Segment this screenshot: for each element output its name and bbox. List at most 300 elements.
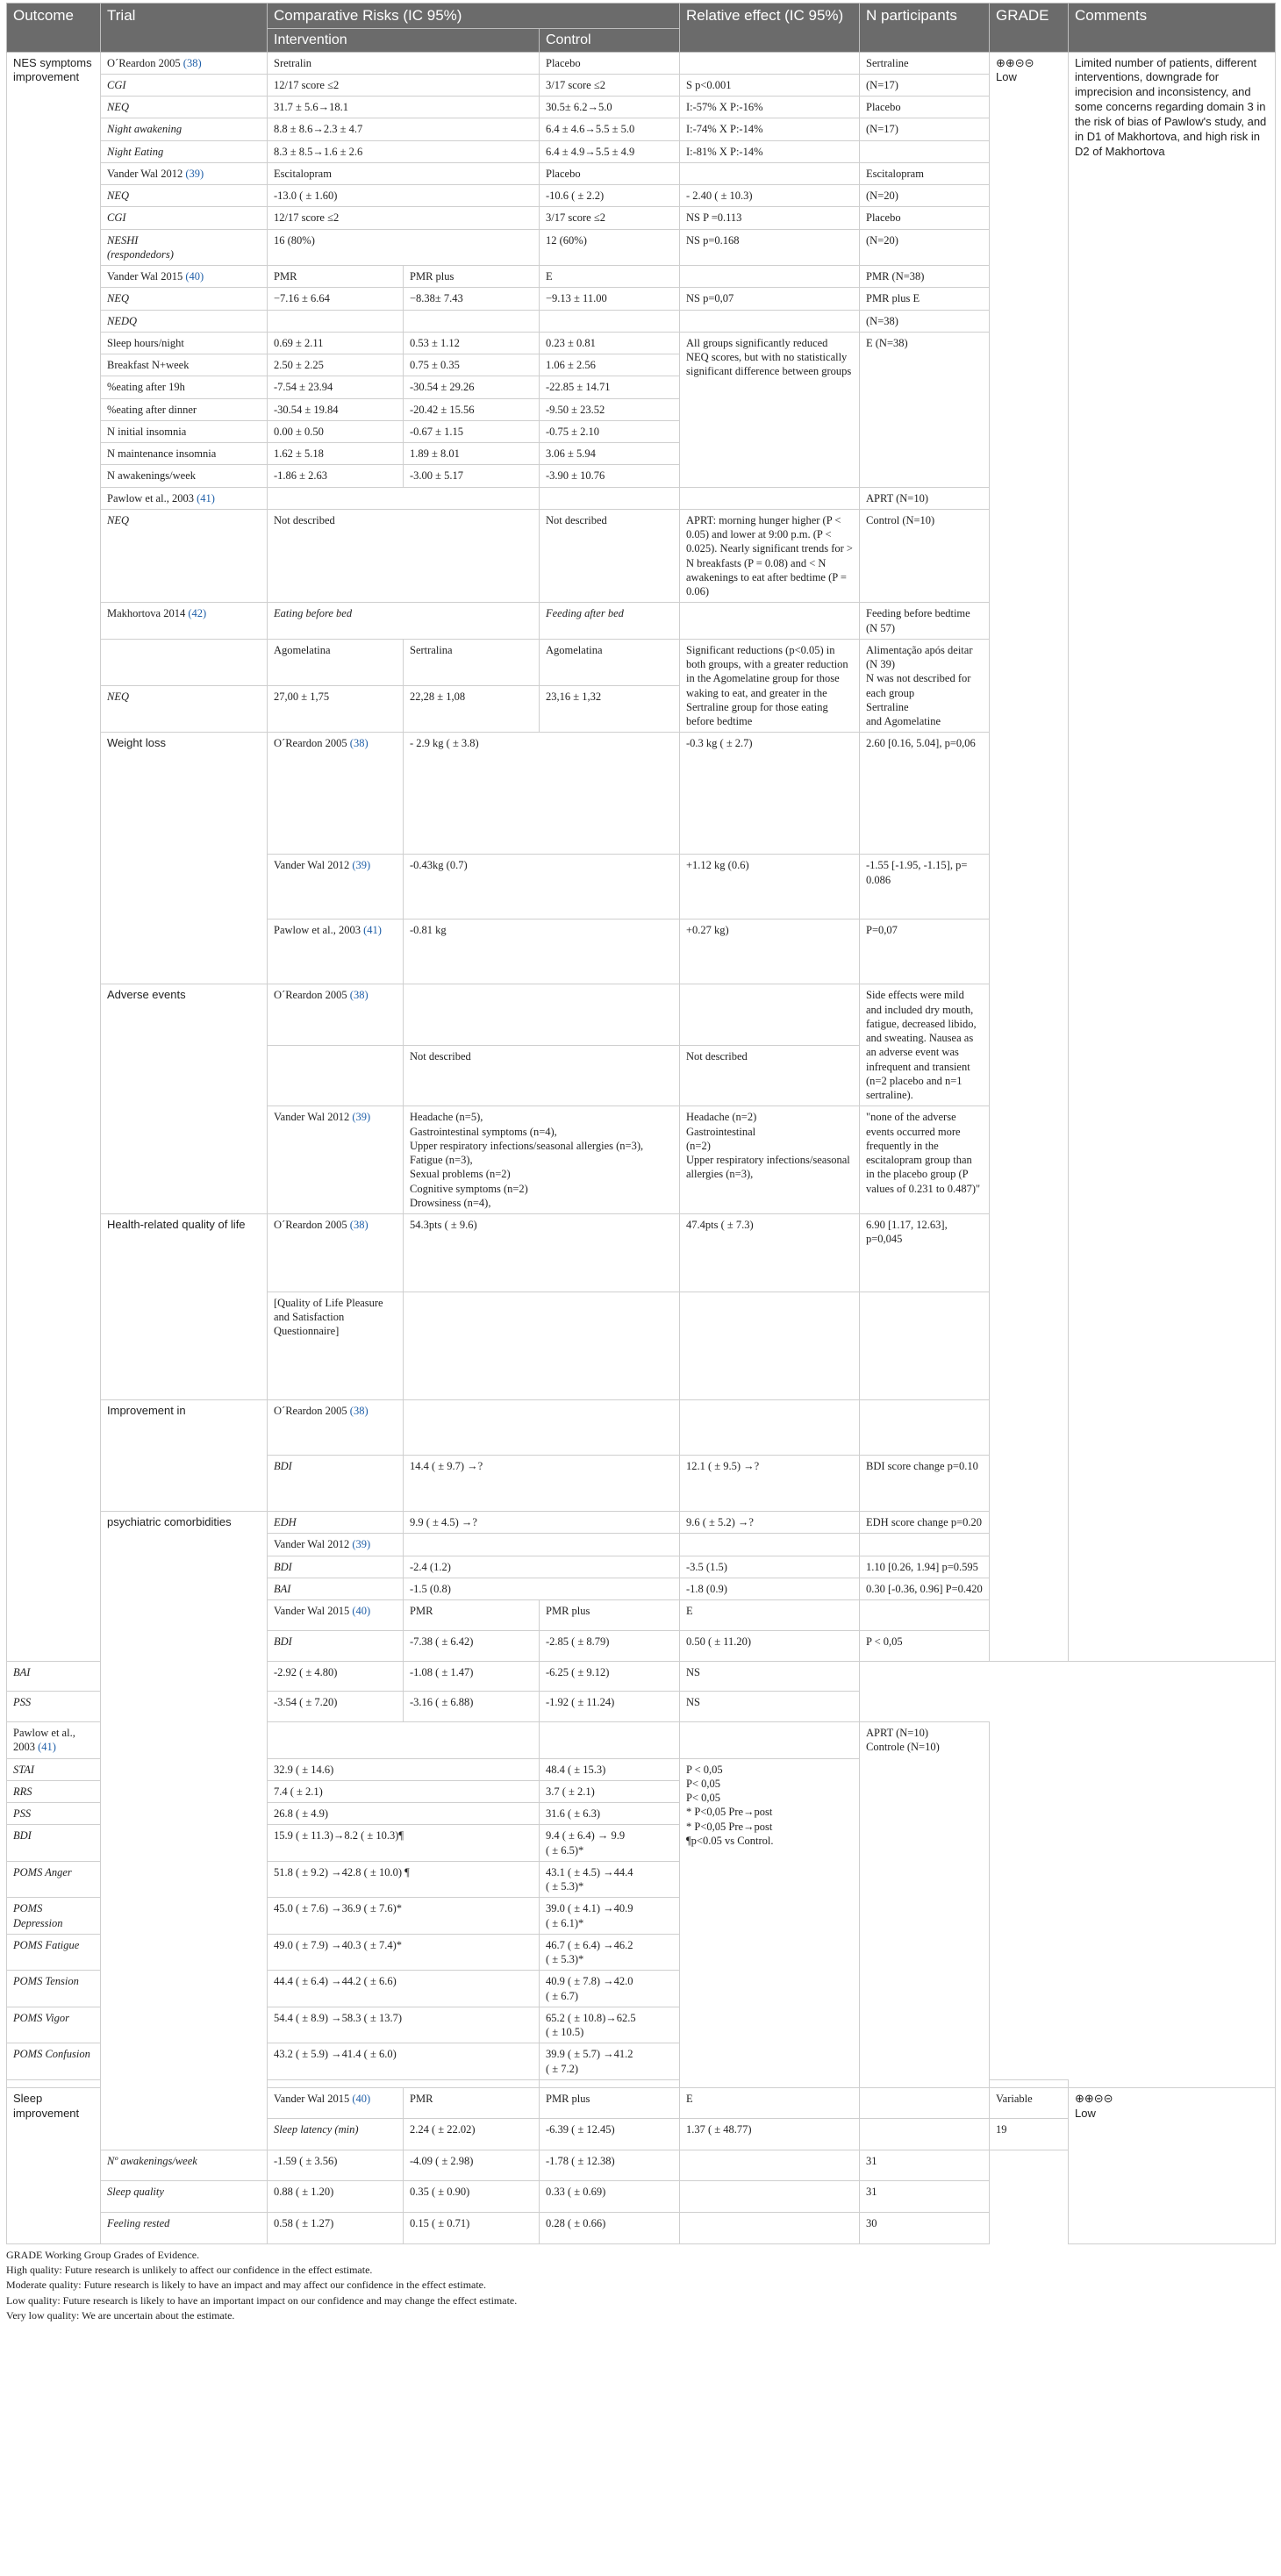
participants-value: (N=38) [866, 314, 898, 327]
intervention-2-value: -4.09 ( ± 2.98) [410, 2154, 474, 2167]
trial-label: NEQ [107, 513, 129, 526]
trial-cell [268, 1106, 404, 1214]
participants-cell [860, 74, 990, 96]
trial-label: Makhortova 2014 [107, 607, 186, 620]
relative-effect-cell [680, 1661, 860, 1692]
trial-cell [268, 1399, 404, 1456]
relative-effect-cell [680, 509, 860, 603]
control-cell [540, 443, 680, 465]
participants-value: PMR plus E [866, 292, 920, 305]
trial-cell [101, 97, 268, 118]
citation-link[interactable]: (39) [185, 167, 204, 180]
participants-value: E (N=38) [866, 336, 908, 349]
control-cell [540, 1803, 680, 1825]
trial-label: BDI [274, 1635, 292, 1648]
relative-effect-cell [680, 1758, 860, 2087]
trial-cell [268, 984, 404, 1046]
control-value: +0.27 kg) [686, 924, 729, 937]
intervention-cell [404, 1556, 680, 1578]
control-cell [540, 1692, 680, 1722]
control-value: Not described [546, 513, 607, 526]
participants-value: (N=17) [866, 123, 898, 136]
relative-effect-value: - 2.40 ( ± 10.3) [686, 190, 753, 203]
relative-effect-cell [680, 603, 860, 640]
control-value: -3.90 ± 10.76 [546, 469, 605, 483]
intervention-cell [268, 465, 404, 487]
participants-cell [990, 2087, 1069, 2119]
trial-cell [101, 420, 268, 442]
citation-link[interactable]: (40) [352, 2092, 371, 2105]
outcome-cell [7, 2087, 101, 2243]
intervention-cell [404, 1512, 680, 1534]
footnote-line: High quality: Future research is unlikely to affect our confidence in the effect estimate. [6, 2264, 373, 2277]
participants-cell [860, 266, 990, 288]
participants-cell [860, 229, 990, 266]
participants-cell [860, 140, 990, 162]
relative-effect-cell [680, 487, 860, 509]
trial-cell [101, 487, 268, 509]
control-cell [540, 2043, 680, 2080]
control-cell [540, 207, 680, 229]
control-value: 1.37 ( ± 48.77) [686, 2123, 752, 2136]
relative-effect-value: NS [686, 1665, 700, 1678]
intervention-value: 27,00 ± 1,75 [274, 691, 330, 704]
relative-effect-cell [860, 733, 990, 855]
citation-link[interactable]: (41) [197, 491, 215, 504]
relative-effect-value: -1.55 [-1.95, -1.15], p= 0.086 [866, 859, 968, 886]
control-cell [540, 162, 680, 184]
grade-cell [1069, 2087, 1276, 2243]
control-cell [680, 2119, 860, 2150]
participants-value: APRT (N=10) Controle (N=10) [866, 1727, 940, 1754]
trial-cell [7, 1971, 101, 2007]
control-value: -3.5 (1.5) [686, 1560, 727, 1573]
trial-label: O´Reardon 2005 [274, 989, 347, 1002]
participants-value: (N=20) [866, 190, 898, 203]
participants-cell [860, 2150, 990, 2181]
citation-link[interactable]: (40) [352, 1605, 371, 1617]
relative-effect-cell [680, 310, 860, 332]
trial-label: Nº awakenings/week [107, 2154, 197, 2167]
control-cell [540, 310, 680, 332]
footnote-line: GRADE Working Group Grades of Evidence. [6, 2248, 200, 2261]
trial-label: NEQ [107, 292, 129, 305]
intervention-value: 14.4 ( ± 9.7) →? [410, 1460, 483, 1473]
control-value: E [686, 2092, 693, 2105]
relative-effect-cell [680, 2181, 860, 2213]
trial-cell [101, 162, 268, 184]
citation-link[interactable]: (38) [349, 989, 369, 1002]
trial-label: POMS Tension [13, 1975, 79, 1988]
control-value: 65.2 ( ± 10.8)→62.5 ( ± 10.5) [546, 2011, 636, 2038]
grade-evidence-table-container [6, 3, 1275, 2324]
trial-cell [7, 2079, 101, 2087]
intervention-cell [268, 332, 404, 354]
trial-label: CGI [107, 211, 126, 225]
intervention-value: 0.00 ± 0.50 [274, 425, 324, 438]
intervention-value: Not described [274, 513, 335, 526]
trial-label: BAI [274, 1582, 291, 1595]
citation-link[interactable]: (38) [349, 1219, 369, 1232]
trial-cell [101, 639, 268, 685]
relative-effect-cell [860, 1578, 990, 1599]
relative-effect-value: 0.30 [-0.36, 0.96] P=0.420 [866, 1582, 983, 1595]
intervention-cell [268, 1971, 540, 2007]
intervention-2-cell [404, 465, 540, 487]
citation-link[interactable]: (39) [352, 1538, 371, 1551]
intervention-value: -2.92 ( ± 4.80) [274, 1665, 338, 1678]
relative-effect-cell [680, 52, 860, 74]
control-cell [540, 288, 680, 310]
relative-effect-cell [680, 266, 860, 288]
intervention-2-value: PMR plus [546, 2092, 590, 2105]
relative-effect-cell [680, 74, 860, 96]
trial-cell [101, 509, 268, 603]
relative-effect-value: Side effects were mild and included dry mouth, fatigue, decreased libido, and sweating. Nausea as an adverse event was infrequent and transient (n=2 placebo and n=1 sertraline). [866, 989, 977, 1102]
intervention-cell [268, 207, 540, 229]
relative-effect-cell [860, 2087, 990, 2119]
intervention-cell [404, 2087, 540, 2119]
comments-cell [1069, 52, 1276, 1661]
trial-cell [268, 1512, 404, 1534]
intervention-cell [268, 1661, 404, 1692]
trial-label: Night awakening [107, 123, 182, 136]
control-value: -22.85 ± 14.71 [546, 381, 611, 394]
intervention-cell [268, 603, 540, 640]
participants-cell [860, 2213, 990, 2244]
participants-cell [860, 118, 990, 140]
relative-effect-cell [860, 1600, 990, 1631]
intervention-2-value: −8.38± 7.43 [410, 292, 463, 305]
control-value: -6.25 ( ± 9.12) [546, 1665, 610, 1678]
intervention-cell [268, 2079, 540, 2087]
participants-value: (N=17) [866, 78, 898, 91]
intervention-value: PMR [410, 1605, 433, 1617]
intervention-value: PMR [274, 270, 297, 283]
intervention-2-cell [404, 443, 540, 465]
trial-label: NEDQ [107, 314, 138, 327]
participants-cell [860, 162, 990, 184]
intervention-value: 51.8 ( ± 9.2) →42.8 ( ± 10.0) ¶ [274, 1865, 410, 1878]
trial-cell [101, 266, 268, 288]
intervention-2-value: 1.89 ± 8.01 [410, 447, 460, 461]
intervention-value: 45.0 ( ± 7.6) →36.9 ( ± 7.6)* [274, 1902, 402, 1915]
control-value: 6.4 ± 4.6→5.5 ± 5.0 [546, 123, 635, 136]
citation-link[interactable]: (38) [349, 737, 369, 750]
control-cell [540, 686, 680, 733]
control-cell [680, 855, 860, 919]
intervention-value: 31.7 ± 5.6→18.1 [274, 101, 348, 114]
relative-effect-cell [680, 639, 860, 733]
trial-label: POMS Anger [13, 1865, 72, 1878]
header-comments: Comments [1069, 4, 1276, 53]
relative-effect-cell [860, 1214, 990, 1292]
trial-label: CGI [107, 78, 126, 91]
control-value: 0.23 ± 0.81 [546, 336, 596, 349]
participants-value: 19 [996, 2123, 1007, 2136]
trial-label: NESHI (respondedors) [107, 233, 174, 261]
intervention-2-value: PMR plus [410, 270, 454, 283]
intervention-cell [268, 1722, 540, 1759]
control-value: -0.75 ± 2.10 [546, 425, 600, 438]
participants-cell [860, 288, 990, 310]
relative-effect-value: All groups significantly reduced NEQ scores, but with no statistically significant difference between groups [686, 336, 852, 378]
trial-label: POMS Depression [13, 1902, 63, 1929]
trial-cell [7, 1803, 101, 1825]
trial-cell [101, 288, 268, 310]
intervention-2-value: PMR plus [546, 1605, 590, 1617]
trial-label: POMS Fatigue [13, 1938, 80, 1951]
control-cell [680, 1106, 860, 1214]
intervention-2-cell [540, 2087, 680, 2119]
intervention-cell [268, 509, 540, 603]
participants-value: Control (N=10) [866, 513, 935, 526]
intervention-value: -13.0 ( ± 1.60) [274, 190, 338, 203]
trial-cell [101, 2213, 268, 2244]
trial-cell [7, 1780, 101, 1802]
intervention-cell [404, 1600, 540, 1631]
intervention-value: -0.43kg (0.7) [410, 859, 468, 872]
relative-effect-cell [680, 288, 860, 310]
trial-cell [268, 2087, 404, 2119]
relative-effect-cell [860, 1556, 990, 1578]
trial-cell [7, 2007, 101, 2043]
trial-cell [101, 465, 268, 487]
citation-link[interactable]: (39) [352, 1111, 371, 1124]
intervention-cell [404, 1045, 680, 1106]
control-cell [540, 229, 680, 266]
intervention-cell [268, 118, 540, 140]
control-cell [540, 2079, 680, 2087]
control-value: 6.4 ± 4.9→5.5 ± 4.9 [546, 145, 635, 158]
outcome-label: Sleep improvement [13, 2091, 80, 2120]
relative-effect-value: 2.60 [0.16, 5.04], p=0,06 [866, 737, 976, 750]
trial-cell [7, 1661, 101, 1692]
intervention-value: 0.58 ( ± 1.27) [274, 2217, 334, 2230]
trial-label: O´Reardon 2005 [274, 1404, 347, 1417]
intervention-cell [268, 162, 540, 184]
trial-label: NEQ [107, 101, 129, 114]
control-value: 23,16 ± 1,32 [546, 691, 602, 704]
intervention-value: −7.16 ± 6.64 [274, 292, 330, 305]
participants-value: APRT (N=10) [866, 491, 929, 504]
relative-effect-value: BDI score change p=0.10 [866, 1460, 978, 1473]
control-cell [680, 1292, 860, 1399]
intervention-value: Agomelatina [274, 643, 331, 656]
intervention-value: PMR [410, 2092, 433, 2105]
trial-label: Vander Wal 2012 [274, 1111, 350, 1124]
participants-cell [860, 332, 990, 487]
control-value: 12 (60%) [546, 233, 587, 247]
trial-label: BDI [13, 1829, 32, 1843]
control-value: 30.5± 6.2→5.0 [546, 101, 612, 114]
control-value: -10.6 ( ± 2.2) [546, 190, 605, 203]
table-header [7, 4, 1276, 53]
control-cell [680, 1556, 860, 1578]
control-cell [540, 185, 680, 207]
intervention-cell [268, 2213, 404, 2244]
participants-value: PMR (N=38) [866, 270, 925, 283]
relative-effect-cell [680, 332, 860, 487]
trial-cell [268, 1045, 404, 1106]
intervention-cell [268, 1692, 404, 1722]
intervention-cell [404, 1578, 680, 1599]
intervention-cell [404, 1534, 680, 1556]
control-cell [680, 1456, 860, 1512]
control-value: 3/17 score ≤2 [546, 78, 605, 91]
intervention-cell [268, 288, 404, 310]
intervention-value: 54.4 ( ± 8.9) →58.3 ( ± 13.7) [274, 2011, 402, 2024]
intervention-cell [268, 487, 540, 509]
trial-cell [101, 603, 268, 640]
trial-label: POMS Vigor [13, 2011, 69, 2024]
trial-label: N awakenings/week [107, 469, 197, 483]
relative-effect-value: EDH score change p=0.20 [866, 1516, 983, 1528]
outcome-label: Weight loss [107, 736, 166, 750]
control-value: 3.06 ± 5.94 [546, 447, 596, 461]
trial-cell [268, 1556, 404, 1578]
trial-cell [101, 686, 268, 733]
intervention-value: 32.9 ( ± 14.6) [274, 1763, 334, 1776]
trial-label: Sleep quality [107, 2186, 164, 2199]
intervention-cell [268, 1780, 540, 1802]
outcome-label: Adverse events [107, 988, 186, 1002]
intervention-2-cell [404, 354, 540, 376]
intervention-value: -0.81 kg [410, 924, 447, 937]
relative-effect-cell [860, 1292, 990, 1399]
intervention-2-cell [404, 2150, 540, 2181]
participants-value: (N=20) [866, 233, 898, 247]
intervention-cell [404, 2119, 540, 2150]
header-comparative-risks: Comparative Risks (IC 95%) [268, 4, 680, 29]
control-cell [540, 52, 680, 74]
control-cell [540, 1934, 680, 1971]
trial-cell [101, 118, 268, 140]
control-value: Not described [686, 1049, 748, 1063]
control-cell [540, 1861, 680, 1898]
relative-effect-cell [680, 140, 860, 162]
control-value: 46.7 ( ± 6.4) →46.2 ( ± 5.3)* [546, 1938, 633, 1965]
trial-label: Vander Wal 2015 [274, 1605, 350, 1617]
control-cell [680, 2087, 860, 2119]
trial-cell [101, 140, 268, 162]
intervention-value: 0.88 ( ± 1.20) [274, 2186, 334, 2199]
control-cell [680, 1534, 860, 1556]
citation-link[interactable]: (41) [38, 1741, 56, 1754]
control-value: 1.06 ± 2.56 [546, 359, 596, 372]
participants-cell [860, 2181, 990, 2213]
intervention-2-cell [540, 1600, 680, 1631]
table-body [7, 52, 1276, 2243]
relative-effect-value: 6.90 [1.17, 12.63], p=0,045 [866, 1219, 948, 1246]
trial-cell [101, 354, 268, 376]
intervention-2-cell [404, 2213, 540, 2244]
intervention-cell [268, 2043, 540, 2080]
relative-effect-cell [680, 2150, 860, 2181]
intervention-2-value: 0.75 ± 0.35 [410, 359, 460, 372]
control-cell [540, 140, 680, 162]
intervention-value: -1.86 ± 2.63 [274, 469, 328, 483]
participants-cell [860, 487, 990, 509]
trial-cell [101, 2150, 268, 2181]
outcome-cell [101, 1214, 268, 1400]
control-cell [540, 97, 680, 118]
trial-cell [101, 443, 268, 465]
trial-label: O´Reardon 2005 [274, 1219, 347, 1232]
intervention-value: 16 (80%) [274, 233, 315, 247]
intervention-value: 9.9 ( ± 4.5) →? [410, 1516, 477, 1528]
intervention-cell [404, 1456, 680, 1512]
relative-effect-value: I:-74% X P:-14% [686, 123, 763, 136]
intervention-2-value: -6.39 ( ± 12.45) [546, 2123, 615, 2136]
intervention-value: -7.54 ± 23.94 [274, 381, 333, 394]
footnote-line: Low quality: Future research is likely to have an important impact on our confidence and may change the effect estimate. [6, 2293, 518, 2307]
relative-effect-cell [680, 97, 860, 118]
control-cell [680, 1630, 860, 1661]
citation-link[interactable]: (40) [185, 270, 204, 283]
trial-label: %eating after 19h [107, 381, 185, 394]
control-value: 3.7 ( ± 2.1) [546, 1785, 595, 1798]
citation-link[interactable]: (42) [188, 607, 207, 620]
participants-value: Placebo [866, 101, 901, 114]
intervention-cell [268, 420, 404, 442]
relative-effect-value: NS [686, 1696, 700, 1709]
intervention-2-cell [404, 398, 540, 420]
intervention-2-value: -1.08 ( ± 1.47) [410, 1665, 474, 1678]
grade-rating: ⊕⊕⊝⊝ Low [1075, 2091, 1113, 2120]
header-intervention: Intervention [268, 29, 540, 52]
trial-cell [7, 1934, 101, 1971]
relative-effect-cell [860, 1456, 990, 1512]
intervention-2-cell [540, 2119, 680, 2150]
citation-link[interactable]: (41) [363, 924, 382, 937]
intervention-cell [268, 229, 540, 266]
trial-cell [101, 2181, 268, 2213]
trial-cell [268, 1600, 404, 1631]
citation-link[interactable]: (38) [349, 1404, 369, 1417]
relative-effect-cell [680, 118, 860, 140]
intervention-value: Not described [410, 1049, 471, 1063]
trial-label: Sleep hours/night [107, 336, 184, 349]
outcome-label: NES symptoms improvement [13, 55, 92, 84]
control-value: −9.13 ± 11.00 [546, 292, 607, 305]
intervention-value: -1.59 ( ± 3.56) [274, 2154, 338, 2167]
relative-effect-value: 1.10 [0.26, 1.94] p=0.595 [866, 1560, 978, 1573]
table-row [7, 52, 1276, 74]
participants-cell [860, 1722, 990, 2088]
control-value: -9.50 ± 23.52 [546, 403, 605, 416]
relative-effect-cell [680, 207, 860, 229]
citation-link[interactable]: (39) [352, 859, 371, 872]
intervention-2-cell [404, 332, 540, 354]
control-cell [540, 118, 680, 140]
relative-effect-cell [680, 2213, 860, 2244]
trial-label: Pawlow et al., 2003 [13, 1727, 75, 1754]
citation-link[interactable]: (38) [182, 56, 202, 69]
intervention-2-value: -0.67 ± 1.15 [410, 425, 464, 438]
control-value: 0.28 ( ± 0.66) [546, 2217, 606, 2230]
control-value: 39.0 ( ± 4.1) →40.9 ( ± 6.1)* [546, 1902, 633, 1929]
intervention-value: -2.4 (1.2) [410, 1560, 451, 1573]
control-cell [680, 733, 860, 855]
trial-cell [268, 919, 404, 984]
intervention-2-value: 22,28 ± 1,08 [410, 691, 466, 704]
relative-effect-value: S p<0.001 [686, 78, 732, 91]
relative-effect-cell [680, 229, 860, 266]
relative-effect-cell [680, 1692, 860, 1722]
control-cell [680, 1512, 860, 1534]
outcome-cell [101, 1512, 268, 2150]
